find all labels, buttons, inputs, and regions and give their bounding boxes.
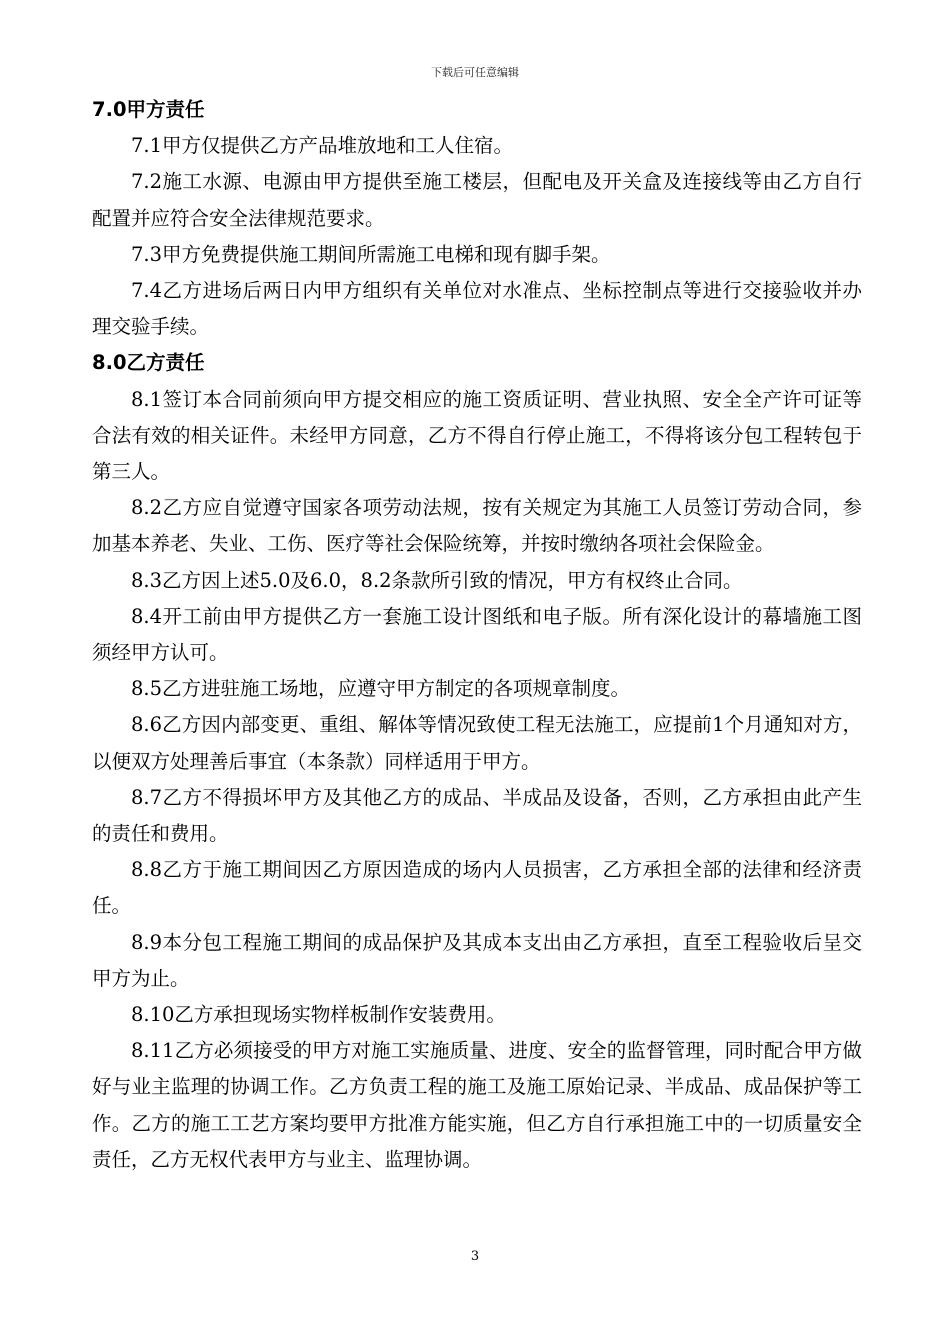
- clause-7-2: 7.2施工水源、电源由甲方提供至施工楼层，但配电及开关盒及连接线等由乙方自行配置并应符合安全法律规范要求。: [92, 170, 862, 230]
- page-header-note: 下载后可任意编辑: [431, 66, 519, 79]
- clause-8-9: 8.9本分包工程施工期间的成品保护及其成本支出由乙方承担，直至工程验收后呈交甲方为止。: [92, 930, 862, 990]
- clause-8-6: 8.6乙方因内部变更、重组、解体等情况致使工程无法施工，应提前1个月通知对方，以便双方处理善后事宜（本条款）同样适用于甲方。: [92, 713, 862, 773]
- clause-7-1: 7.1甲方仅提供乙方产品堆放地和工人住宿。: [131, 134, 514, 158]
- clause-8-4: 8.4开工前由甲方提供乙方一套施工设计图纸和电子版。所有深化设计的幕墙施工图须经甲方认可。: [92, 604, 862, 665]
- section-7: [92, 92, 862, 345]
- clause-8-11: 8.11乙方必须接受的甲方对施工实施质量、进度、安全的监督管理，同时配合甲方做好与业主监理的协调工作。乙方负责工程的施工及施工原始记录、半成品、成品保护等工作。乙方的施工工艺方案均要甲方批准方能实施，但乙方自行承担施工中的一切质量安全责任，乙方无权代表甲方与业主、监理协调。: [92, 1039, 862, 1171]
- clause-8-10: 8.10乙方承担现场实物样板制作安装费用。: [131, 1003, 506, 1027]
- section-8: [92, 345, 862, 1178]
- clause-8-1: 8.1签订本合同前须向甲方提交相应的施工资质证明、营业执照、安全全产许可证等合法有效的相关证件。未经甲方同意，乙方不得自行停止施工，不得将该分包工程转包于第三人。: [92, 387, 862, 484]
- clause-7-4: 7.4乙方进场后两日内甲方组织有关单位对水准点、坐标控制点等进行交接验收并办理交验手续。: [92, 279, 862, 339]
- page-number: 3: [470, 1249, 480, 1264]
- clause-8-2: 8.2乙方应自觉遵守国家各项劳动法规，按有关规定为其施工人员签订劳动合同，参加基本养老、失业、工伤、医疗等社会保险统筹，并按时缴纳各项社会保险金。: [92, 496, 862, 556]
- clause-8-3: 8.3乙方因上述5.0及6.0，8.2条款所引致的情况，甲方有权终止合同。: [131, 568, 743, 592]
- clause-8-5: 8.5乙方进驻施工场地，应遵守甲方制定的各项规章制度。: [131, 677, 631, 701]
- document-body: [92, 92, 862, 1178]
- clause-8-8: 8.8乙方于施工期间因乙方原因造成的场内人员损害，乙方承担全部的法律和经济责任。: [92, 858, 862, 918]
- clause-8-7: 8.7乙方不得损坏甲方及其他乙方的成品、半成品及设备，否则，乙方承担由此产生的责任和费用。: [92, 785, 862, 846]
- clause-7-3: 7.3甲方免费提供施工期间所需施工电梯和现有脚手架。: [131, 242, 611, 266]
- section-heading: 7.0甲方责任: [92, 98, 205, 121]
- section-heading: 8.0乙方责任: [92, 351, 205, 375]
